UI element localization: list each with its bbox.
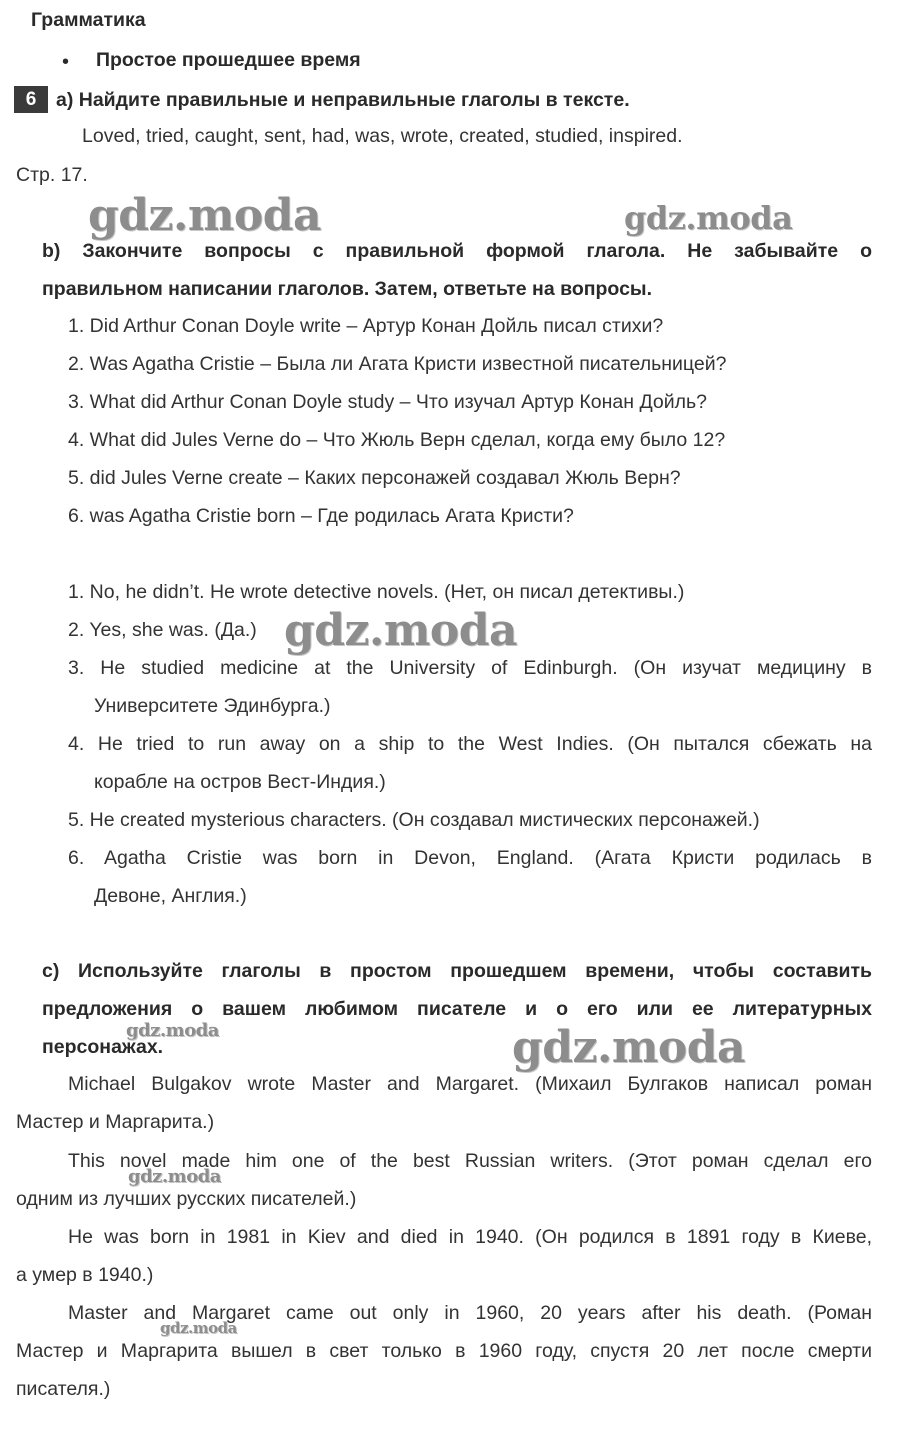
part-b-title-line1: b) Закончите вопросы с правильной формой глагола. Не забывайте о bbox=[42, 240, 872, 262]
bullet-icon: • bbox=[62, 51, 70, 73]
watermark: gdz.moda bbox=[88, 190, 322, 241]
answer-item: 2. Yes, she was. (Да.) bbox=[68, 619, 257, 641]
watermark: gdz.moda bbox=[160, 1319, 237, 1337]
part-a-title: a) Найдите правильные и неправильные глаголы в тексте. bbox=[56, 89, 630, 111]
watermark: gdz.moda bbox=[128, 1166, 221, 1187]
part-a-answer: Loved, tried, caught, sent, had, was, wrote, created, studied, inspired. bbox=[82, 125, 683, 147]
paragraph-line: This novel made him one of the best Russian writers. (Этот роман сделал его bbox=[68, 1150, 872, 1172]
question-item: 6. was Agatha Cristie born – Где родилась Агата Кристи? bbox=[68, 505, 574, 527]
question-item: 2. Was Agatha Cristie – Была ли Агата Кристи известной писательницей? bbox=[68, 353, 727, 375]
paragraph-line: Мастер и Маргарита.) bbox=[16, 1111, 215, 1133]
answer-item: 4. He tried to run away on a ship to the West Indies. (Он пытался сбежать на bbox=[68, 733, 872, 755]
watermark: gdz.moda bbox=[512, 1022, 746, 1073]
paragraph-line: Мастер и Маргарита вышел в свет только в 1960 году, спустя 20 лет после смерти bbox=[16, 1340, 872, 1362]
answer-item: 1. No, he didn’t. He wrote detective novels. (Нет, он писал детективы.) bbox=[68, 581, 685, 603]
watermark: gdz.moda bbox=[284, 605, 518, 656]
answer-item-continuation: Девоне, Англия.) bbox=[94, 885, 247, 907]
part-c-title-line1: c) Используйте глаголы в простом прошедшем времени, чтобы составить bbox=[42, 960, 872, 982]
paragraph-line: а умер в 1940.) bbox=[16, 1264, 154, 1286]
answer-item-continuation: корабле на остров Вест-Индия.) bbox=[94, 771, 386, 793]
answer-item: 3. He studied medicine at the University of Edinburgh. (Он изучат медицину в bbox=[68, 657, 872, 679]
paragraph-line: Master and Margaret came out only in 1960, 20 years after his death. (Роман bbox=[68, 1302, 872, 1324]
paragraph-line: Michael Bulgakov wrote Master and Margaret. (Михаил Булгаков написал роман bbox=[68, 1073, 872, 1095]
part-b-title-line2: правильном написании глаголов. Затем, ответьте на вопросы. bbox=[42, 278, 653, 300]
topic-title: Простое прошедшее время bbox=[96, 49, 361, 71]
paragraph-line: писателя.) bbox=[16, 1378, 111, 1400]
task-number-badge: 6 bbox=[14, 86, 48, 113]
part-c-title-line3: персонажах. bbox=[42, 1036, 164, 1058]
question-item: 3. What did Arthur Conan Doyle study – Что изучал Артур Конан Дойль? bbox=[68, 391, 707, 413]
paragraph-line: одним из лучших русских писателей.) bbox=[16, 1188, 357, 1210]
section-title: Грамматика bbox=[31, 9, 146, 31]
question-item: 4. What did Jules Verne do – Что Жюль Верн сделал, когда ему было 12? bbox=[68, 429, 726, 451]
question-item: 1. Did Arthur Conan Doyle write – Артур Конан Дойль писал стихи? bbox=[68, 315, 664, 337]
watermark: gdz.moda bbox=[126, 1020, 219, 1041]
answer-item: 5. He created mysterious characters. (Он создавал мистических персонажей.) bbox=[68, 809, 760, 831]
question-item: 5. did Jules Verne create – Каких персонажей создавал Жюль Верн? bbox=[68, 467, 681, 489]
answer-item-continuation: Университете Эдинбурга.) bbox=[94, 695, 331, 717]
paragraph-line: He was born in 1981 in Kiev and died in 1940. (Он родился в 1891 году в Киеве, bbox=[68, 1226, 872, 1248]
page-reference: Стр. 17. bbox=[16, 164, 88, 186]
answer-item: 6. Agatha Cristie was born in Devon, England. (Агата Кристи родилась в bbox=[68, 847, 872, 869]
watermark: gdz.moda bbox=[624, 199, 793, 237]
part-c-title-line2: предложения о вашем любимом писателе и о его или ее литературных bbox=[42, 998, 872, 1020]
